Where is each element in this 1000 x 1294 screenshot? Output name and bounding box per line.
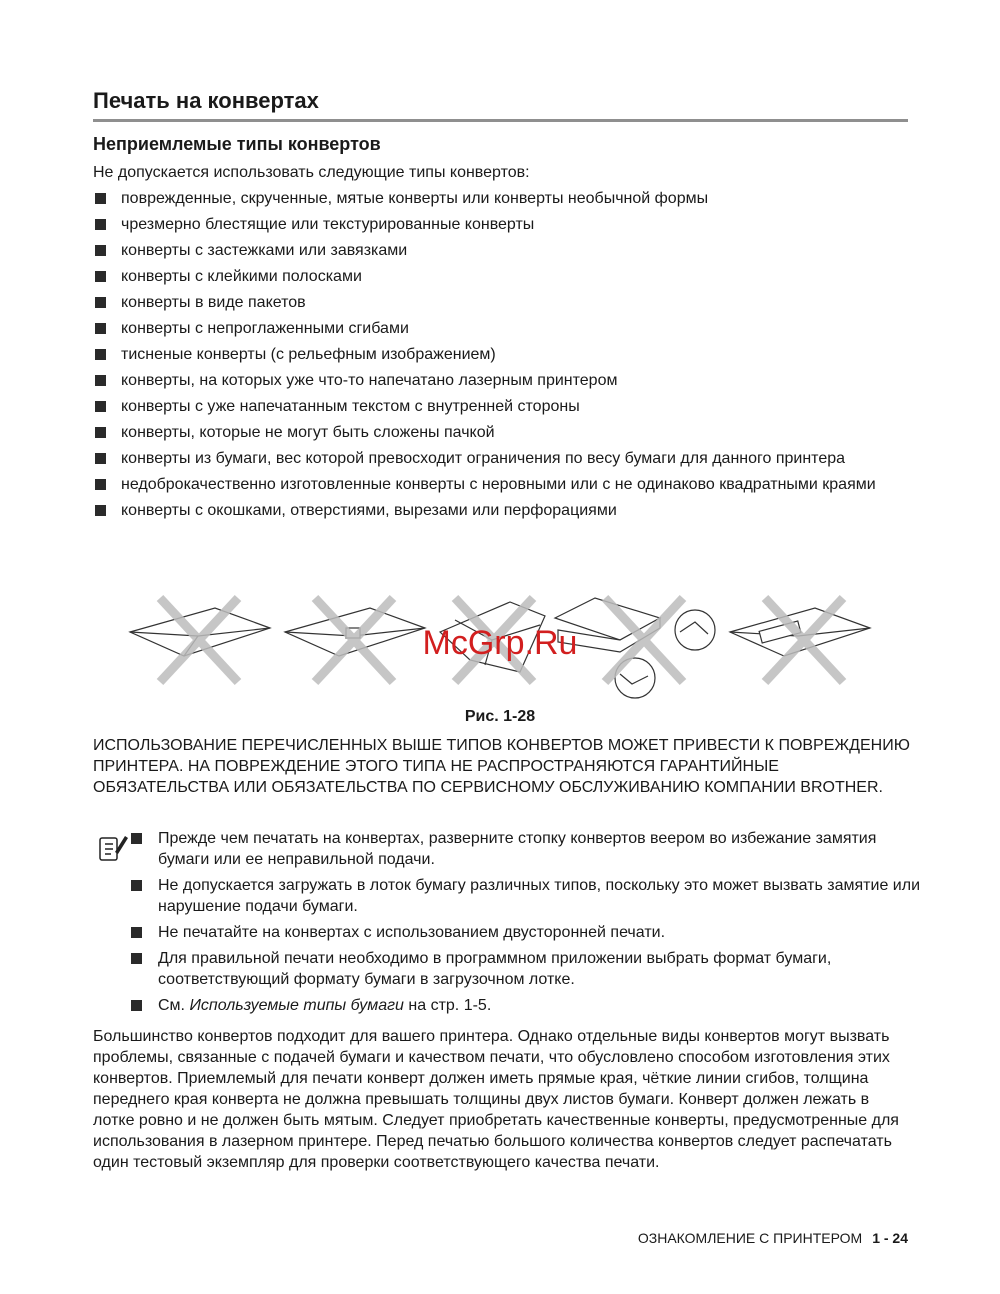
- list-item: [93, 240, 893, 261]
- list-item: [93, 292, 893, 313]
- envelope-illustration: [285, 608, 425, 656]
- list-item: [93, 318, 893, 339]
- list-item: [130, 922, 920, 943]
- square-bullet-icon: [95, 505, 106, 516]
- list-item-text: конверты, которые не могут быть сложены пачкой: [121, 424, 495, 441]
- page-title: Печать на конвертах: [93, 88, 319, 113]
- square-bullet-icon: [95, 427, 106, 438]
- list-item: [93, 266, 893, 287]
- notes-list: [130, 828, 920, 1021]
- list-item-text: недоброкачественно изготовленные конверты с неровными или с не одинаково квадратными краями: [121, 476, 876, 493]
- intro-text: Не допускается использовать следующие типы конвертов:: [93, 164, 530, 181]
- title-rule: [93, 119, 908, 122]
- square-bullet-icon: [131, 927, 142, 938]
- square-bullet-icon: [95, 453, 106, 464]
- list-item-text: поврежденные, скрученные, мятые конверты или конверты необычной формы: [121, 190, 709, 207]
- square-bullet-icon: [131, 833, 142, 844]
- list-item: [93, 474, 893, 495]
- list-item: [93, 188, 893, 209]
- unacceptable-envelopes-list: [93, 188, 893, 526]
- square-bullet-icon: [95, 297, 106, 308]
- list-item-text: конверты с клейкими полосками: [121, 268, 362, 285]
- list-item: [93, 396, 893, 417]
- page-footer: [638, 1230, 908, 1246]
- note-text: Не печатайте на конвертах с использованием двусторонней печати.: [158, 924, 666, 941]
- watermark-text: McGrp.Ru: [422, 624, 578, 662]
- figure-caption: Рис. 1-28: [464, 708, 536, 725]
- list-item: [93, 500, 893, 521]
- note-text: Прежде чем печатать на конвертах, разверните стопку конвертов веером во избежание замятия бумаги или ее неправильной подачи.: [158, 830, 877, 868]
- square-bullet-icon: [95, 245, 106, 256]
- list-item: [130, 995, 920, 1016]
- note-text: Не допускается загружать в лоток бумагу различных типов, поскольку это может вызвать замятие или нарушение подачи бумаги.: [158, 877, 920, 915]
- footer-section-title: ОЗНАКОМЛЕНИЕ С ПРИНТЕРОМ: [637, 1230, 863, 1246]
- square-bullet-icon: [131, 1000, 142, 1011]
- list-item: [93, 344, 893, 365]
- paper-types-reference-link[interactable]: Используемые типы бумаги: [189, 997, 404, 1014]
- square-bullet-icon: [95, 193, 106, 204]
- list-item-text: чрезмерно блестящие или текстурированные конверты: [121, 216, 535, 233]
- list-item: [93, 214, 893, 235]
- square-bullet-icon: [95, 401, 106, 412]
- list-item: [130, 875, 920, 917]
- list-item: [93, 370, 893, 391]
- list-item: [130, 828, 920, 870]
- square-bullet-icon: [131, 880, 142, 891]
- envelopes-figure: [120, 590, 880, 700]
- list-item: [130, 948, 920, 990]
- list-item-text: конверты с застежками или завязками: [121, 242, 408, 259]
- list-item-text: тисненые конверты (с рельефным изображением): [121, 346, 496, 363]
- square-bullet-icon: [95, 323, 106, 334]
- list-item-text: конверты из бумаги, вес которой превосходит ограничения по весу бумаги для данного принтера: [121, 450, 846, 467]
- square-bullet-icon: [95, 375, 106, 386]
- square-bullet-icon: [95, 219, 106, 230]
- list-item: [93, 422, 893, 443]
- section-heading: Неприемлемые типы конвертов: [93, 134, 381, 154]
- note-text-suffix: на стр. 1-5.: [403, 997, 492, 1014]
- list-item: [93, 448, 893, 469]
- note-text-prefix: См.: [158, 997, 190, 1014]
- envelope-illustration: [130, 608, 270, 656]
- note-text: Для правильной печати необходимо в программном приложении выбрать формат бумаги, соответствующий формату бумаги в загрузочном лотке.: [158, 950, 832, 988]
- square-bullet-icon: [131, 953, 142, 964]
- square-bullet-icon: [95, 271, 106, 282]
- warning-text: ИСПОЛЬЗОВАНИЕ ПЕРЕЧИСЛЕННЫХ ВЫШЕ ТИПОВ КОНВЕРТОВ МОЖЕТ ПРИВЕСТИ К ПОВРЕЖДЕНИЮ ПРИНТЕРА. НА ПОВРЕЖДЕНИЕ ЭТОГО ТИПА НЕ РАСПРОСТРАНЯЮТСЯ ГАРАНТИЙНЫЕ ОБЯЗАТЕЛЬСТВА ИЛИ ОБЯЗАТЕЛЬСТВА ПО СЕРВИСНОМУ ОБСЛУЖИВАНИЮ КОМПАНИИ BROTHER.: [93, 737, 910, 796]
- body-paragraph: Большинство конвертов подходит для вашего принтера. Однако отдельные виды конвертов могут вызвать проблемы, связанные с подачей бумаги и качеством печати, что обусловлено способом изготовления этих конвертов. Приемлемый для печати конверт должен иметь прямые края, чёткие линии сгибов, толщина переднего края конверта не должна превышать толщины двух листов бумаги. Конверт должен лежать в лотке ровно и не должен быть мятым. Следует приобретать качественные конверты, предусмотренные для использования в лазерном принтере. Перед печатью большого количества конвертов следует распечатать один тестовый экземпляр для проверки соответствующего качества печати.: [93, 1028, 899, 1171]
- list-item-text: конверты с непроглаженными сгибами: [121, 320, 409, 337]
- square-bullet-icon: [95, 479, 106, 490]
- list-item-text: конверты с уже напечатанным текстом с внутренней стороны: [121, 398, 580, 415]
- note-hand-icon: [97, 830, 129, 864]
- list-item-text: конверты в виде пакетов: [121, 294, 306, 311]
- list-item-text: конверты с окошками, отверстиями, вырезами или перфорациями: [121, 502, 617, 519]
- list-item-text: конверты, на которых уже что-то напечатано лазерным принтером: [121, 372, 618, 389]
- page-number: 1 - 24: [872, 1230, 908, 1246]
- square-bullet-icon: [95, 349, 106, 360]
